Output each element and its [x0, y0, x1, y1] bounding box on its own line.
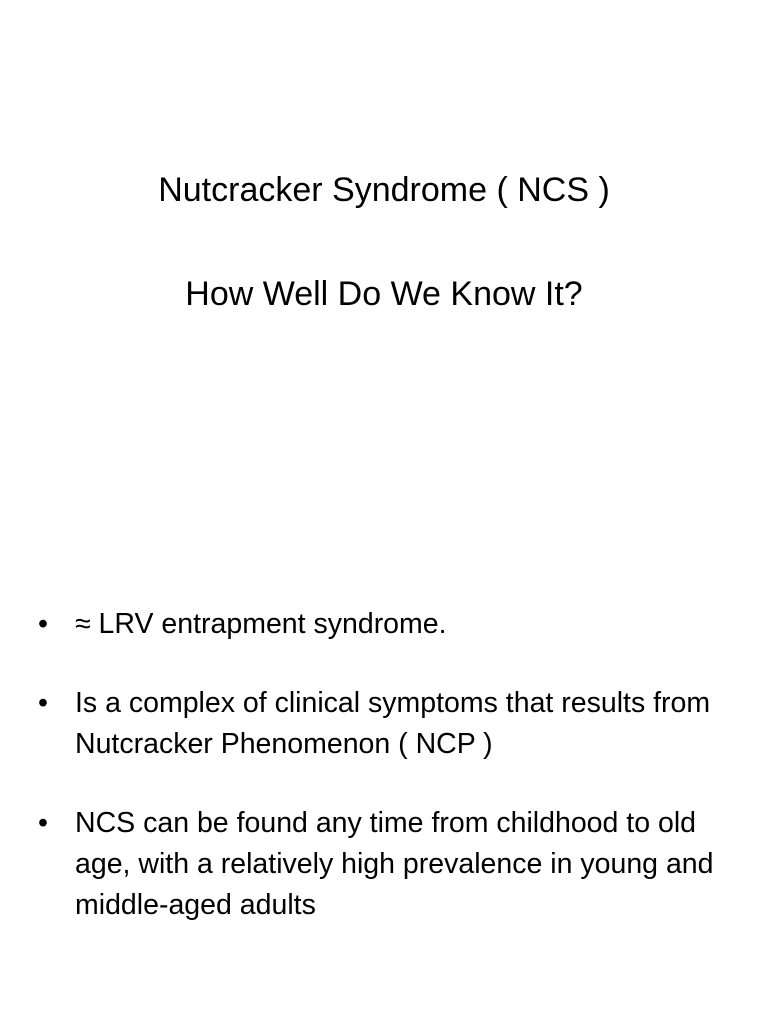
bullet-text: ≈ LRV entrapment syndrome. [75, 608, 447, 640]
bullet-text: NCS can be found any time from childhood to old age, with a relatively high prevalence in young and middle-aged adults [75, 807, 714, 921]
bullet-item [38, 803, 738, 926]
slide-title [0, 166, 768, 318]
bullet-dot-icon: • [38, 608, 48, 640]
title-line-2: How Well Do We Know It? [185, 275, 583, 313]
title-spacer [0, 214, 768, 270]
bullet-list [38, 604, 738, 964]
bullet-dot-icon: • [38, 807, 48, 839]
bullet-item [38, 683, 738, 765]
bullet-item [38, 604, 738, 645]
bullet-dot-icon: • [38, 687, 48, 719]
title-line-1: Nutcracker Syndrome ( NCS ) [158, 171, 610, 209]
bullet-text: Is a complex of clinical symptoms that results from Nutcracker Phenomenon ( NCP ) [75, 687, 711, 760]
